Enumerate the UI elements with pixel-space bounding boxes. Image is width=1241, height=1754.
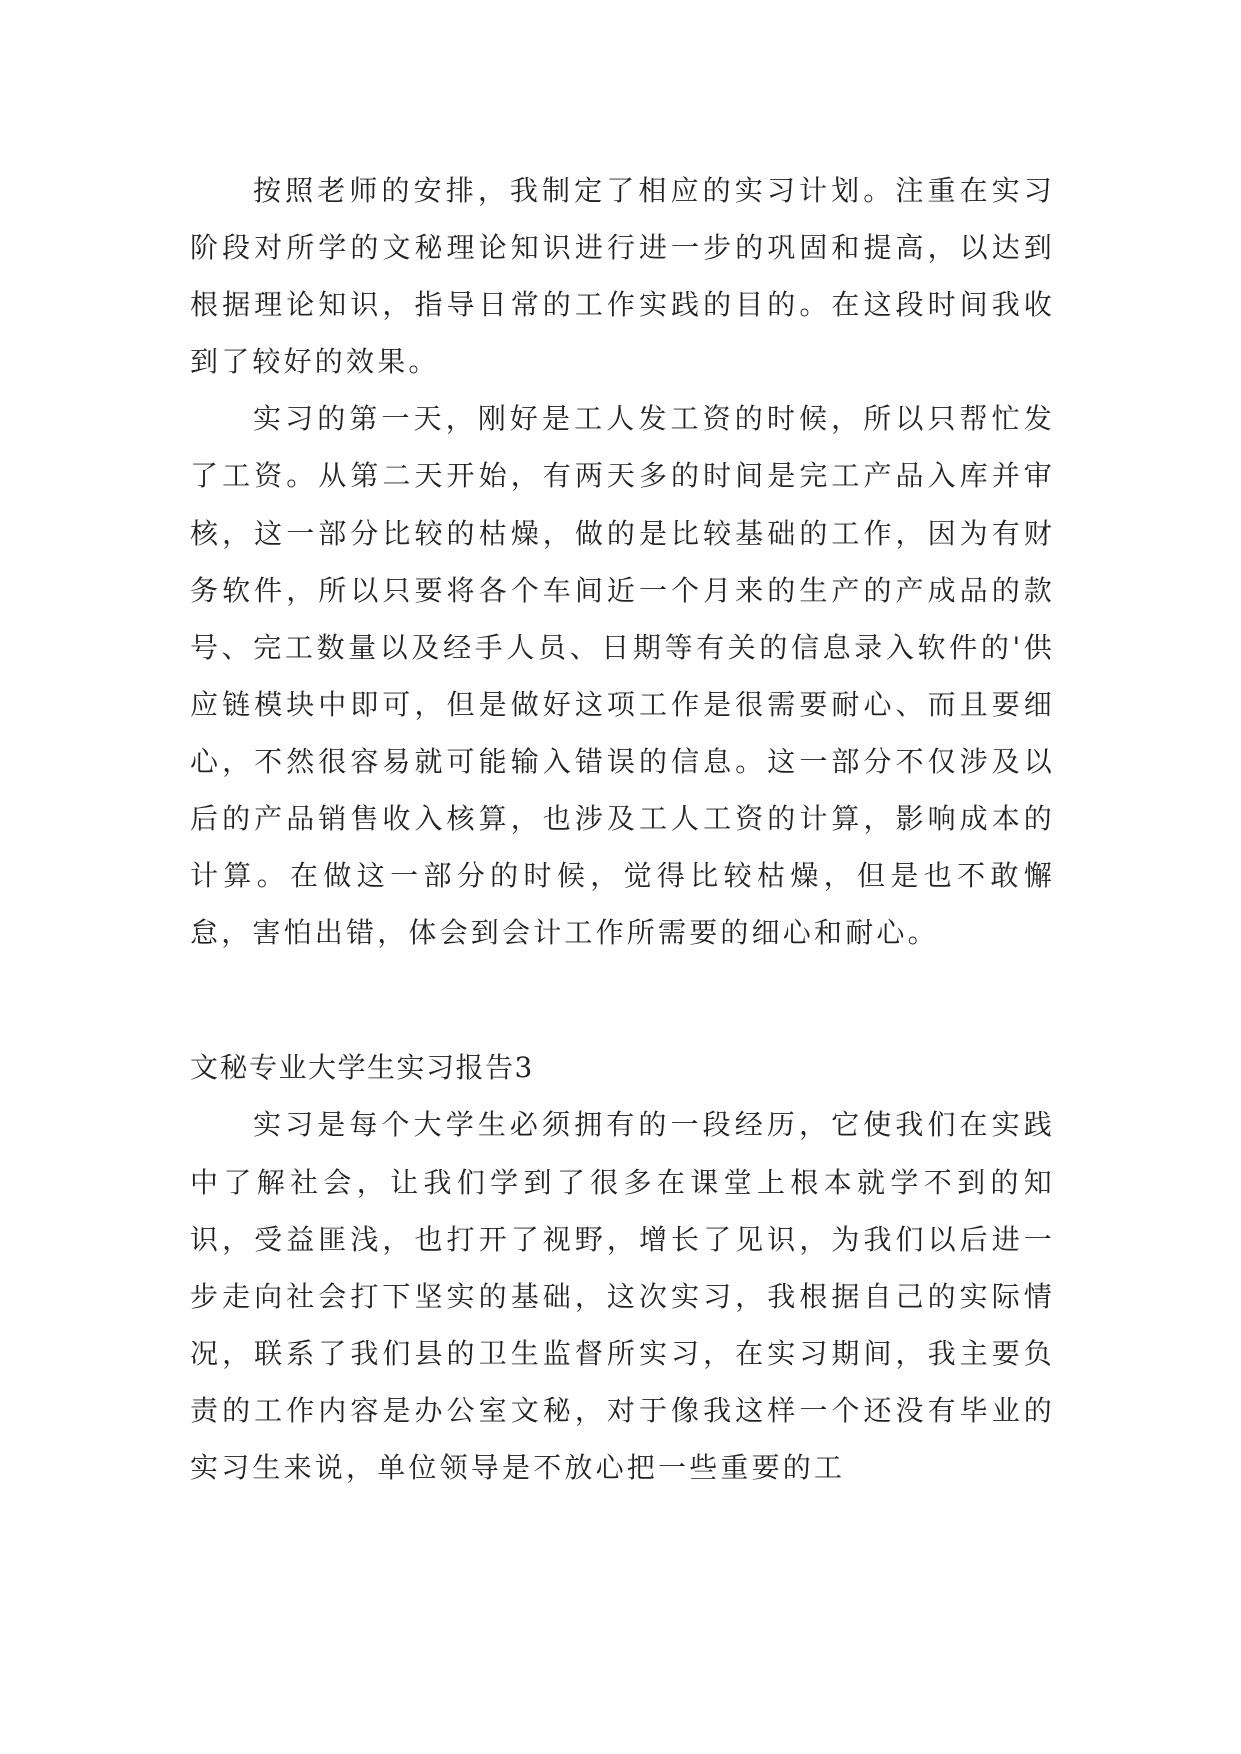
section-heading: 文秘专业大学生实习报告3 xyxy=(190,1051,534,1085)
document-body xyxy=(190,162,1055,1496)
paragraph-report-3-intro: 实习是每个大学生必须拥有的一段经历，它使我们在实践中了解社会，让我们学到了很多在课堂上根本就学不到的知识，受益匪浅，也打开了视野，增长了见识，为我们以后进一步走向社会打下坚实的基础，这次实习，我根据自己的实际情况，联系了我们县的卫生监督所实习，在实习期间，我主要负责的工作内容是办公室文秘，对于像我这样一个还没有毕业的实习生来说，单位领导是不放心把一些重要的工 xyxy=(190,1108,1055,1484)
paragraph-first-days: 实习的第一天，刚好是工人发工资的时候，所以只帮忙发了工资。从第二天开始，有两天多的时间是完工产品入库并审核，这一部分比较的枯燥，做的是比较基础的工作，因为有财务软件，所以只要将各个车间近一个月来的生产的产成品的款号、完工数量以及经手人员、日期等有关的信息录入软件的'供应链模块中即可，但是做好这项工作是很需要耐心、而且要细心，不然很容易就可能输入错误的信息。这一部分不仅涉及以后的产品销售收入核算，也涉及工人工资的计算，影响成本的计算。在做这一部分的时候，觉得比较枯燥，但是也不敢懈怠，害怕出错，体会到会计工作所需要的细心和耐心。 xyxy=(190,402,1055,950)
paragraph-internship-plan: 按照老师的安排，我制定了相应的实习计划。注重在实习阶段对所学的文秘理论知识进行进一步的巩固和提高，以达到根据理论知识，指导日常的工作实践的目的。在这段时间我收到了较好的效果。 xyxy=(190,174,1055,379)
